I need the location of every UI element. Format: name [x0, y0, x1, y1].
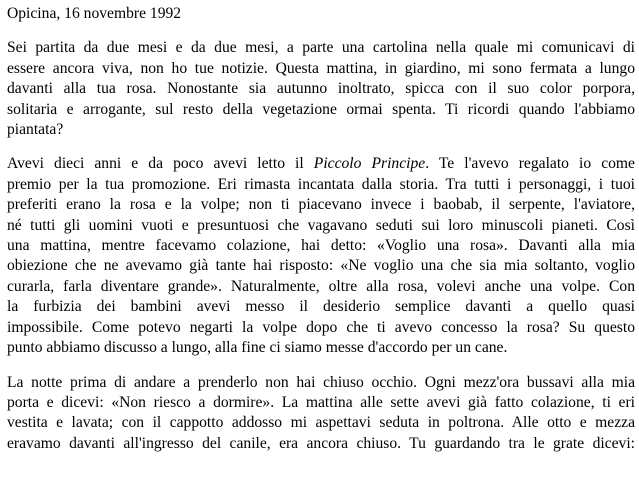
text-line: punto abbiamo discusso a lungo, alla fine ci siamo messe d'accordo per un cane.: [7, 339, 508, 357]
text-line: curarla, farla diventare grande». Naturalmente, oltre alla rosa, volevi anche una volpe. Con: [7, 277, 635, 295]
text-line: vestita e lavata; con il cappotto addosso mi aspettavi seduta in poltrona. Alle otto e mezza: [7, 414, 635, 432]
document-page: [7, 4, 635, 468]
paragraph-1: [7, 38, 635, 140]
text-line: impossibile. Come potevo negarti la volpe dopo che ti avevo concesso la rosa? Su questo: [7, 318, 635, 336]
place-date-heading: Opicina, 16 novembre 1992: [7, 5, 182, 22]
text-run: Avevi dieci anni e da poco avevi letto il: [7, 155, 314, 173]
text-line: davanti alla tua rosa. Nonostante sia autunno inoltrato, spicca con il suo color porpora,: [7, 80, 635, 98]
text-line: essere ancora viva, non ho tue notizie. Questa mattina, in giardino, mi sono fermata a lungo: [7, 59, 635, 77]
text-line: Sei partita da due mesi e da due mesi, a parte una cartolina nella quale mi comunicavi di: [7, 39, 635, 57]
text-run: . Te l'avevo regalato io come: [425, 155, 635, 173]
paragraph-2: [7, 154, 635, 358]
text-line: premio per la tua promozione. Eri rimasta incantata dalla storia. Tra tutti i personaggi, i tuoi: [7, 175, 635, 193]
text-line: La notte prima di andare a prenderlo non hai chiuso occhio. Ogni mezz'ora bussavi alla mia: [7, 373, 635, 391]
text-line: obiezione che ne avevamo già tante hai risposto: «Ne voglio una che sia mia soltanto, voglio: [7, 257, 635, 275]
book-title: Piccolo Principe: [313, 155, 426, 173]
text-line: piantata?: [7, 121, 64, 139]
text-line: né tutti gli uomini vuoti e presuntuosi che vagavano seduti sui loro minuscoli pianeti. Così: [7, 216, 635, 234]
paragraph-3: [7, 373, 635, 455]
text-line: eravamo davanti all'ingresso del canile, era ancora chiuso. Tu guardando tra le grate dicevi:: [7, 434, 635, 452]
text-line: una mattina, mentre facevamo colazione, hai detto: «Voglio una rosa». Davanti alla mia: [7, 237, 635, 255]
text-line: preferiti erano la rosa e la volpe; non ti piacevano invece i baobab, il serpente, l'aviatore,: [7, 196, 635, 214]
text-line: porta e dicevi: «Non riesco a dormire». La mattina alle sette avevi già fatto colazione, ti eri: [7, 393, 635, 411]
text-line: [7, 154, 635, 174]
text-line: la furbizia dei bambini avevi messo il desiderio semplice davanti a quello quasi: [7, 298, 635, 316]
text-line: solitaria e arrogante, sul resto della vegetazione ormai spenta. Ti ricordi quando l'abbiamo: [7, 100, 635, 118]
